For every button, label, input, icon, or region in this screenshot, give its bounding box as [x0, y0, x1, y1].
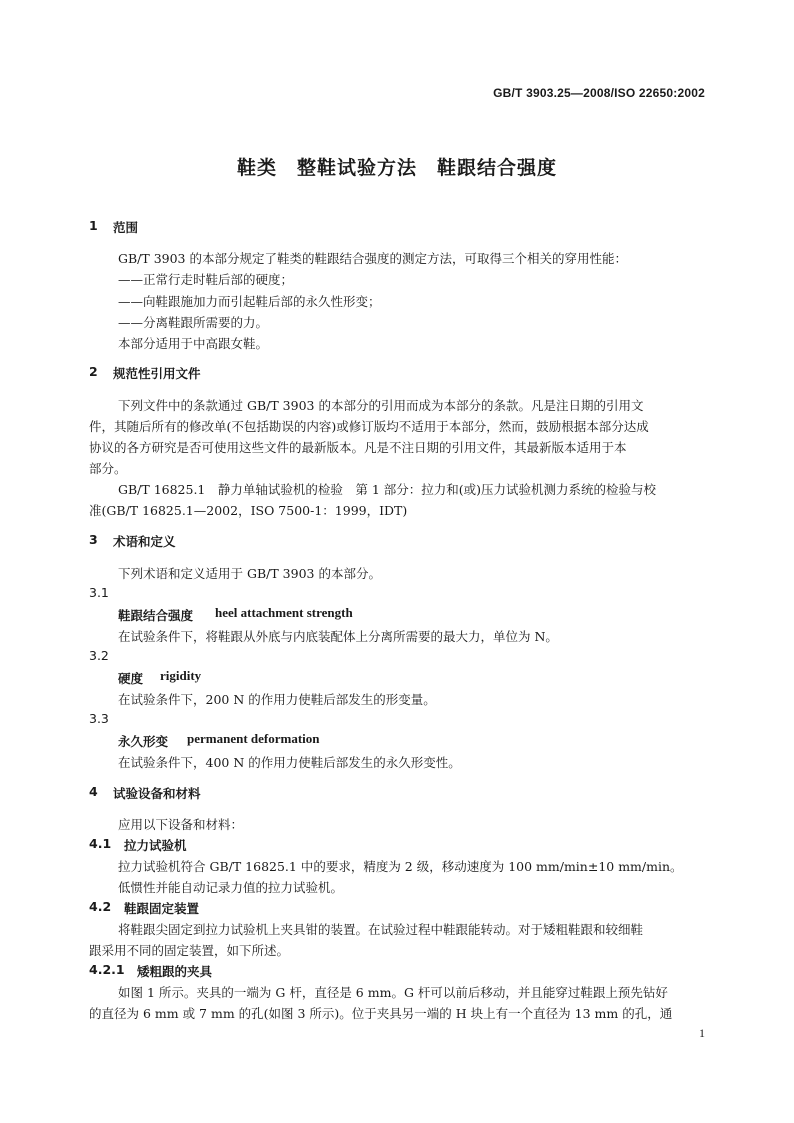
list-item: ——分离鞋跟所需要的力。	[118, 315, 269, 330]
term-english: heel attachment strength	[215, 605, 353, 620]
paragraph-line: 跟采用不同的固定装置，如下所述。	[89, 943, 290, 958]
paragraph-line: 件，其随后所有的修改单(不包括勘误的内容)或修订版均不适用于本部分，然而，鼓励根据本部分达成	[89, 419, 649, 434]
section-number: 1	[89, 218, 98, 233]
term-definition: 在试验条件下，400 N 的作用力使鞋后部发生的永久形变性。	[118, 755, 461, 770]
paragraph: 应用以下设备和材料：	[118, 817, 244, 832]
section-number: 3	[89, 532, 98, 547]
paragraph: 下列术语和定义适用于 GB/T 3903 的本部分。	[118, 566, 381, 581]
term-chinese: 鞋跟结合强度	[118, 608, 194, 623]
paragraph-line: 如图 1 所示。夹具的一端为 G 杆，直径是 6 mm。G 杆可以前后移动，并且能穿过鞋跟上预先钻好	[118, 985, 668, 1000]
section-heading: 规范性引用文件	[113, 366, 201, 381]
subsection-heading: 拉力试验机	[124, 838, 187, 853]
page-number: 1	[699, 1026, 705, 1040]
term-number: 3.1	[89, 585, 109, 600]
section-heading: 试验设备和材料	[113, 786, 201, 801]
term-english: permanent deformation	[187, 731, 320, 746]
term-definition: 在试验条件下，将鞋跟从外底与内底装配体上分离所需要的最大力，单位为 N。	[118, 629, 558, 644]
paragraph: GB/T 3903 的本部分规定了鞋类的鞋跟结合强度的测定方法，可取得三个相关的穿用性能：	[118, 251, 627, 266]
section-heading: 术语和定义	[113, 534, 176, 549]
term-english: rigidity	[160, 668, 202, 683]
paragraph-line: 部分。	[89, 461, 127, 476]
paragraph: 本部分适用于中高跟女鞋。	[118, 336, 269, 351]
term-number: 3.2	[89, 648, 109, 663]
paragraph-line: 的直径为 6 mm 或 7 mm 的孔(如图 3 所示)。位于夹具另一端的 H 块上有一个直径为 13 mm 的孔，通	[89, 1006, 673, 1021]
reference-line: GB/T 16825.1 静力单轴试验机的检验 第 1 部分：拉力和(或)压力试验机测力系统的检验与校	[118, 482, 657, 497]
subsection-number: 4.1	[89, 836, 112, 851]
subsection-number: 4.2	[89, 899, 112, 914]
section-number: 4	[89, 784, 98, 799]
paragraph-line: 低惯性并能自动记录力值的拉力试验机。	[118, 880, 344, 895]
paragraph-line: 拉力试验机符合 GB/T 16825.1 中的要求，精度为 2 级，移动速度为 100 mm/min±10 mm/min。	[118, 859, 683, 874]
list-item: ——正常行走时鞋后部的硬度；	[118, 272, 294, 287]
paragraph-line: 下列文件中的条款通过 GB/T 3903 的本部分的引用而成为本部分的条款。凡是注日期的引用文	[118, 398, 644, 413]
paragraph-line: 协议的各方研究是否可使用这些文件的最新版本。凡是不注日期的引用文件，其最新版本适用于本	[89, 440, 627, 455]
standard-code: GB/T 3903.25—2008/ISO 22650:2002	[493, 86, 705, 100]
list-item: ——向鞋跟施加力而引起鞋后部的永久性形变；	[118, 294, 381, 309]
subsection-number: 4.2.1	[89, 962, 125, 977]
term-number: 3.3	[89, 711, 109, 726]
term-definition: 在试验条件下，200 N 的作用力使鞋后部发生的形变量。	[118, 692, 436, 707]
term-chinese: 硬度	[118, 671, 144, 686]
paragraph-line: 将鞋跟尖固定到拉力试验机上夹具钳的装置。在试验过程中鞋跟能转动。对于矮粗鞋跟和较细鞋	[118, 922, 644, 937]
section-number: 2	[89, 364, 98, 379]
subsection-heading: 矮粗跟的夹具	[137, 964, 213, 979]
term-chinese: 永久形变	[118, 734, 169, 749]
page-title: 鞋类 整鞋试验方法 鞋跟结合强度	[236, 157, 557, 179]
reference-line: 准(GB/T 16825.1—2002，ISO 7500-1：1999，IDT)	[89, 503, 408, 518]
subsection-heading: 鞋跟固定装置	[124, 901, 200, 916]
section-heading: 范围	[113, 220, 139, 235]
